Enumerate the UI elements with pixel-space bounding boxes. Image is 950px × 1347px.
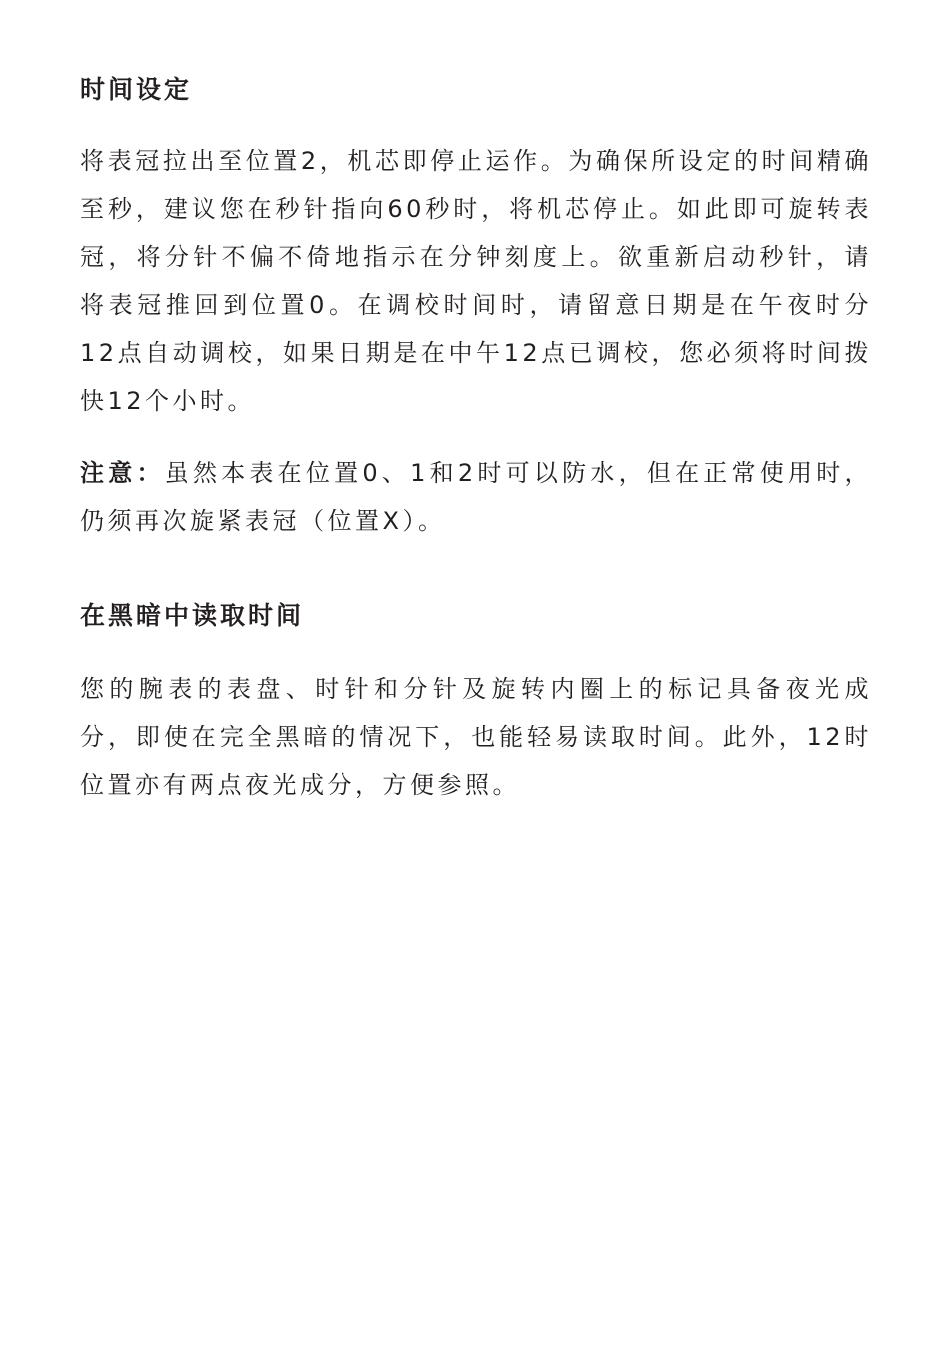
section-title-reading-in-dark: 在黑暗中读取时间 [80,601,305,630]
note-label: 注意： [80,459,165,487]
note-paragraph [80,449,872,545]
section-title-time-setting: 时间设定 [80,75,193,104]
note-text: 虽然本表在位置0、1和2时可以防水，但在正常使用时，仍须再次旋紧表冠（位置X）。 [80,459,872,535]
paragraph-time-setting: 将表冠拉出至位置2，机芯即停止运作。为确保所设定的时间精确至秒，建议您在秒针指向60秒时，将机芯停止。如此即可旋转表冠，将分针不偏不倚地指示在分钟刻度上。欲重新启动秒针，请将表冠推回到位置0。在调校时间时，请留意日期是在午夜时分12点自动调校，如果日期是在中午12点已调校，您必须将时间拨快12个小时。 [80,147,872,415]
paragraph-reading-in-dark: 您的腕表的表盘、时针和分针及旋转内圈上的标记具备夜光成分，即使在完全黑暗的情况下，也能轻易读取时间。此外，12时位置亦有两点夜光成分，方便参照。 [80,675,872,799]
